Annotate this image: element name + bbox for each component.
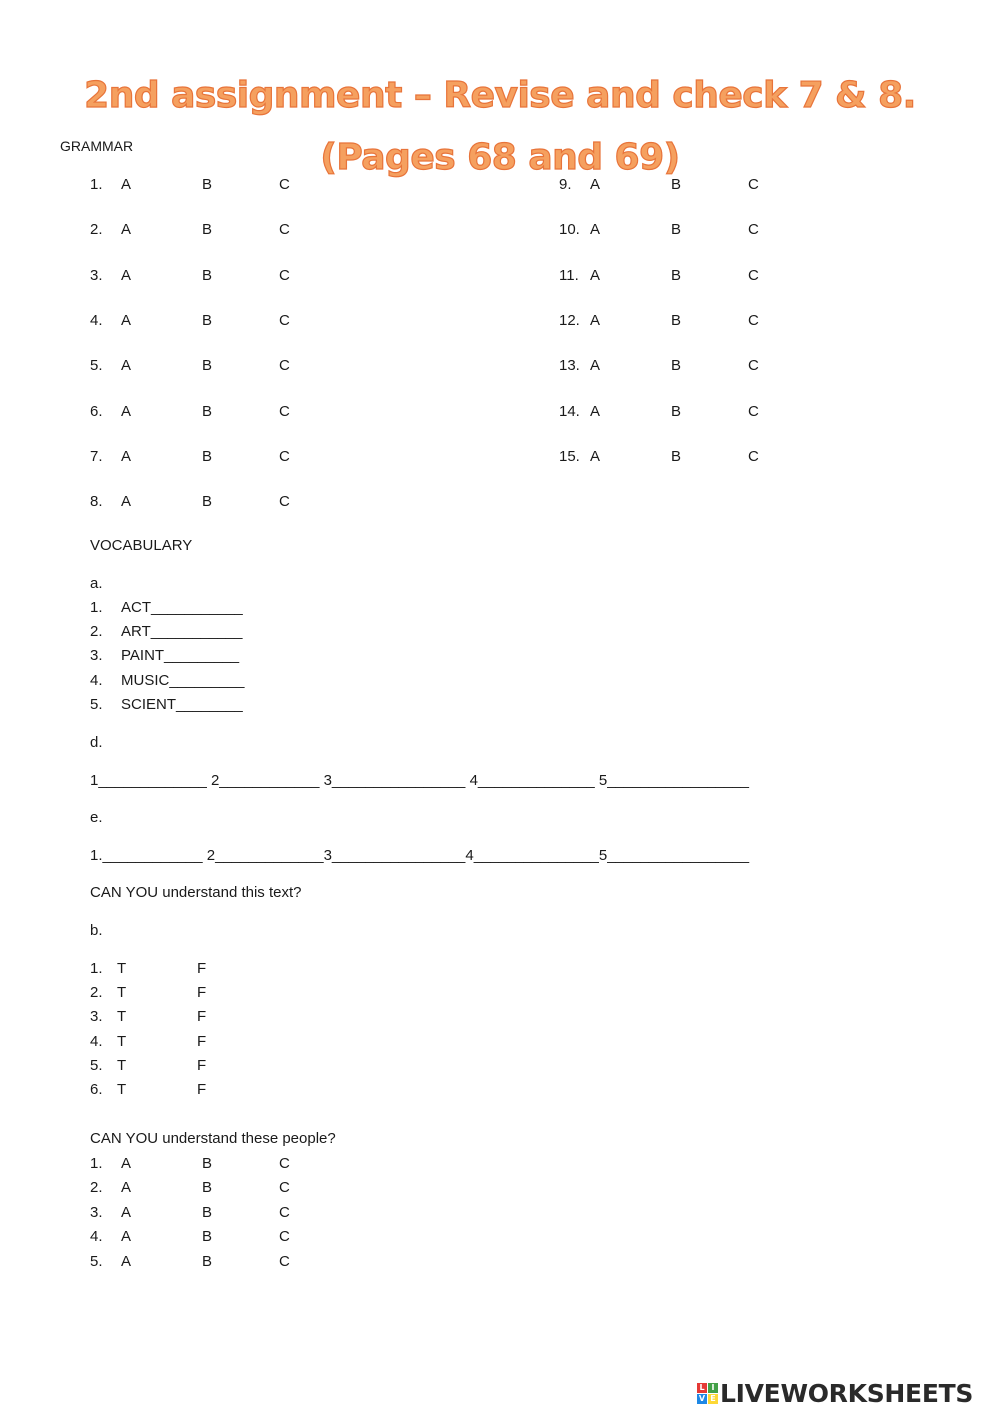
reading-item-number: 4.: [90, 1032, 103, 1050]
true-option[interactable]: T: [117, 1032, 127, 1050]
grammar-option-b[interactable]: B: [202, 402, 213, 420]
listening-option-c[interactable]: C: [279, 1179, 290, 1197]
vocab-word-blank[interactable]: MUSIC_________: [121, 671, 245, 689]
grammar-option-a[interactable]: A: [590, 402, 601, 420]
grammar-option-b[interactable]: B: [671, 176, 682, 193]
grammar-option-b[interactable]: B: [671, 402, 682, 420]
listening-item-number: 5.: [90, 1252, 103, 1270]
logo-letter-tile: V: [698, 1393, 706, 1403]
vocab-d-answer-line[interactable]: 1_____________ 2____________ 3________________ 4______________ 5_________________: [90, 772, 750, 789]
logo-letter-tile: I: [708, 1383, 718, 1393]
grammar-option-a[interactable]: A: [590, 311, 601, 329]
listening-option-a[interactable]: A: [121, 1228, 132, 1246]
listening-item-number: 4.: [90, 1228, 103, 1246]
grammar-option-a[interactable]: A: [121, 266, 132, 284]
vocab-e-label: e.: [90, 809, 103, 826]
grammar-option-c[interactable]: C: [748, 447, 759, 465]
grammar-item-number: 10.: [559, 221, 580, 239]
listening-option-b[interactable]: B: [202, 1203, 213, 1221]
grammar-item-number: 15.: [559, 447, 580, 465]
grammar-option-a[interactable]: A: [590, 266, 601, 284]
grammar-item-number: 9.: [559, 176, 572, 193]
true-option[interactable]: T: [117, 1081, 127, 1098]
listening-heading: CAN YOU understand these people?: [90, 1130, 336, 1147]
liveworksheets-logo: [697, 1378, 973, 1408]
grammar-option-a[interactable]: A: [590, 357, 601, 375]
grammar-item-number: 5.: [90, 357, 103, 375]
grammar-option-b[interactable]: B: [671, 266, 682, 284]
grammar-option-c[interactable]: C: [279, 176, 290, 193]
false-option[interactable]: F: [197, 960, 207, 977]
false-option[interactable]: F: [197, 1056, 207, 1074]
listening-option-b[interactable]: B: [202, 1155, 213, 1172]
logo-letter-tile: E: [708, 1394, 718, 1404]
grammar-option-c[interactable]: C: [748, 176, 759, 193]
grammar-option-a[interactable]: A: [121, 402, 132, 420]
grammar-option-a[interactable]: A: [121, 221, 132, 239]
grammar-option-a[interactable]: A: [121, 493, 132, 511]
listening-option-a[interactable]: A: [121, 1155, 132, 1172]
grammar-item-number: 12.: [559, 311, 580, 329]
grammar-item-number: 14.: [559, 402, 580, 420]
grammar-option-c[interactable]: C: [748, 402, 759, 420]
vocabulary-heading: VOCABULARY: [90, 537, 193, 554]
vocab-e-answer-line[interactable]: 1.____________ 2_____________3________________4_______________5_________________: [90, 847, 750, 864]
grammar-option-b[interactable]: B: [671, 447, 682, 465]
grammar-item-number: 11.: [559, 266, 579, 284]
grammar-option-b[interactable]: B: [202, 266, 213, 284]
grammar-option-b[interactable]: B: [671, 311, 682, 329]
grammar-item-number: 2.: [90, 221, 103, 239]
grammar-option-c[interactable]: C: [279, 311, 290, 329]
grammar-item-number: 1.: [90, 176, 103, 193]
listening-option-a[interactable]: A: [121, 1203, 132, 1221]
grammar-option-c[interactable]: C: [748, 311, 759, 329]
grammar-option-c[interactable]: C: [748, 221, 759, 239]
vocab-word-blank[interactable]: SCIENT________: [121, 695, 243, 713]
grammar-option-c[interactable]: C: [279, 447, 290, 465]
false-option[interactable]: F: [197, 1008, 207, 1026]
vocab-a-label: a.: [90, 575, 103, 592]
grammar-option-a[interactable]: A: [121, 357, 132, 375]
reading-b-label: b.: [90, 922, 103, 939]
grammar-item-number: 6.: [90, 402, 103, 420]
listening-option-a[interactable]: A: [121, 1179, 132, 1197]
vocab-item-number: 1.: [90, 599, 103, 616]
logo-text: LIVEWORKSHEETS: [720, 1378, 974, 1408]
grammar-option-a[interactable]: A: [121, 176, 132, 193]
reading-heading: CAN YOU understand this text?: [90, 884, 302, 901]
reading-item-number: 3.: [90, 1008, 103, 1026]
true-option[interactable]: T: [117, 984, 127, 1002]
true-option[interactable]: T: [117, 960, 127, 977]
grammar-item-number: 8.: [90, 493, 103, 511]
grammar-option-b[interactable]: B: [202, 447, 213, 465]
grammar-option-a[interactable]: A: [590, 447, 601, 465]
vocab-d-label: d.: [90, 734, 103, 751]
grammar-option-b[interactable]: B: [671, 221, 682, 239]
vocab-item-number: 3.: [90, 647, 103, 665]
grammar-item-number: 3.: [90, 266, 103, 284]
listening-item-number: 3.: [90, 1203, 103, 1221]
grammar-option-b[interactable]: B: [202, 176, 213, 193]
grammar-option-b[interactable]: B: [202, 311, 213, 329]
grammar-option-b[interactable]: B: [202, 357, 213, 375]
grammar-option-c[interactable]: C: [279, 221, 290, 239]
logo-letter-tile: L: [697, 1383, 707, 1393]
true-option[interactable]: T: [117, 1056, 127, 1074]
grammar-option-b[interactable]: B: [202, 493, 213, 511]
grammar-heading: GRAMMAR: [60, 138, 134, 154]
grammar-option-b[interactable]: B: [202, 221, 213, 239]
grammar-option-c[interactable]: C: [279, 493, 290, 511]
grammar-item-number: 7.: [90, 447, 103, 465]
vocab-word-blank[interactable]: ACT___________: [121, 599, 243, 616]
grammar-item-number: 4.: [90, 311, 103, 329]
grammar-option-a[interactable]: A: [590, 221, 601, 239]
grammar-option-a[interactable]: A: [590, 176, 601, 193]
grammar-option-c[interactable]: C: [279, 266, 290, 284]
reading-item-number: 5.: [90, 1056, 103, 1074]
listening-item-number: 2.: [90, 1179, 103, 1197]
listening-item-number: 1.: [90, 1155, 103, 1172]
listening-option-b[interactable]: B: [202, 1252, 213, 1270]
title-line-2: (Pages 68 and 69): [320, 137, 680, 178]
listening-option-c[interactable]: C: [279, 1228, 290, 1246]
false-option[interactable]: F: [197, 1032, 207, 1050]
grammar-option-a[interactable]: A: [121, 311, 132, 329]
grammar-option-a[interactable]: A: [121, 447, 132, 465]
false-option[interactable]: F: [197, 984, 207, 1002]
vocab-word-blank[interactable]: PAINT_________: [121, 647, 240, 665]
listening-option-b[interactable]: B: [202, 1228, 213, 1246]
listening-option-c[interactable]: C: [279, 1252, 290, 1270]
title-line-1: 2nd assignment – Revise and check 7 & 8.: [84, 75, 916, 116]
grammar-option-c[interactable]: C: [279, 402, 290, 420]
vocab-item-number: 4.: [90, 671, 103, 689]
listening-option-c[interactable]: C: [279, 1203, 290, 1221]
true-option[interactable]: T: [117, 1008, 127, 1026]
reading-item-number: 2.: [90, 984, 103, 1002]
grammar-option-c[interactable]: C: [279, 357, 290, 375]
listening-option-c[interactable]: C: [279, 1155, 290, 1172]
grammar-item-number: 13.: [559, 357, 580, 375]
vocab-item-number: 2.: [90, 623, 103, 641]
logo-grid-icon: [697, 1383, 718, 1404]
grammar-option-c[interactable]: C: [748, 266, 759, 284]
reading-item-number: 1.: [90, 960, 103, 977]
vocab-word-blank[interactable]: ART___________: [121, 623, 243, 641]
vocab-item-number: 5.: [90, 695, 103, 713]
reading-item-number: 6.: [90, 1081, 103, 1098]
listening-option-a[interactable]: A: [121, 1252, 132, 1270]
grammar-option-c[interactable]: C: [748, 357, 759, 375]
listening-option-b[interactable]: B: [202, 1179, 213, 1197]
false-option[interactable]: F: [197, 1081, 207, 1098]
grammar-option-b[interactable]: B: [671, 357, 682, 375]
